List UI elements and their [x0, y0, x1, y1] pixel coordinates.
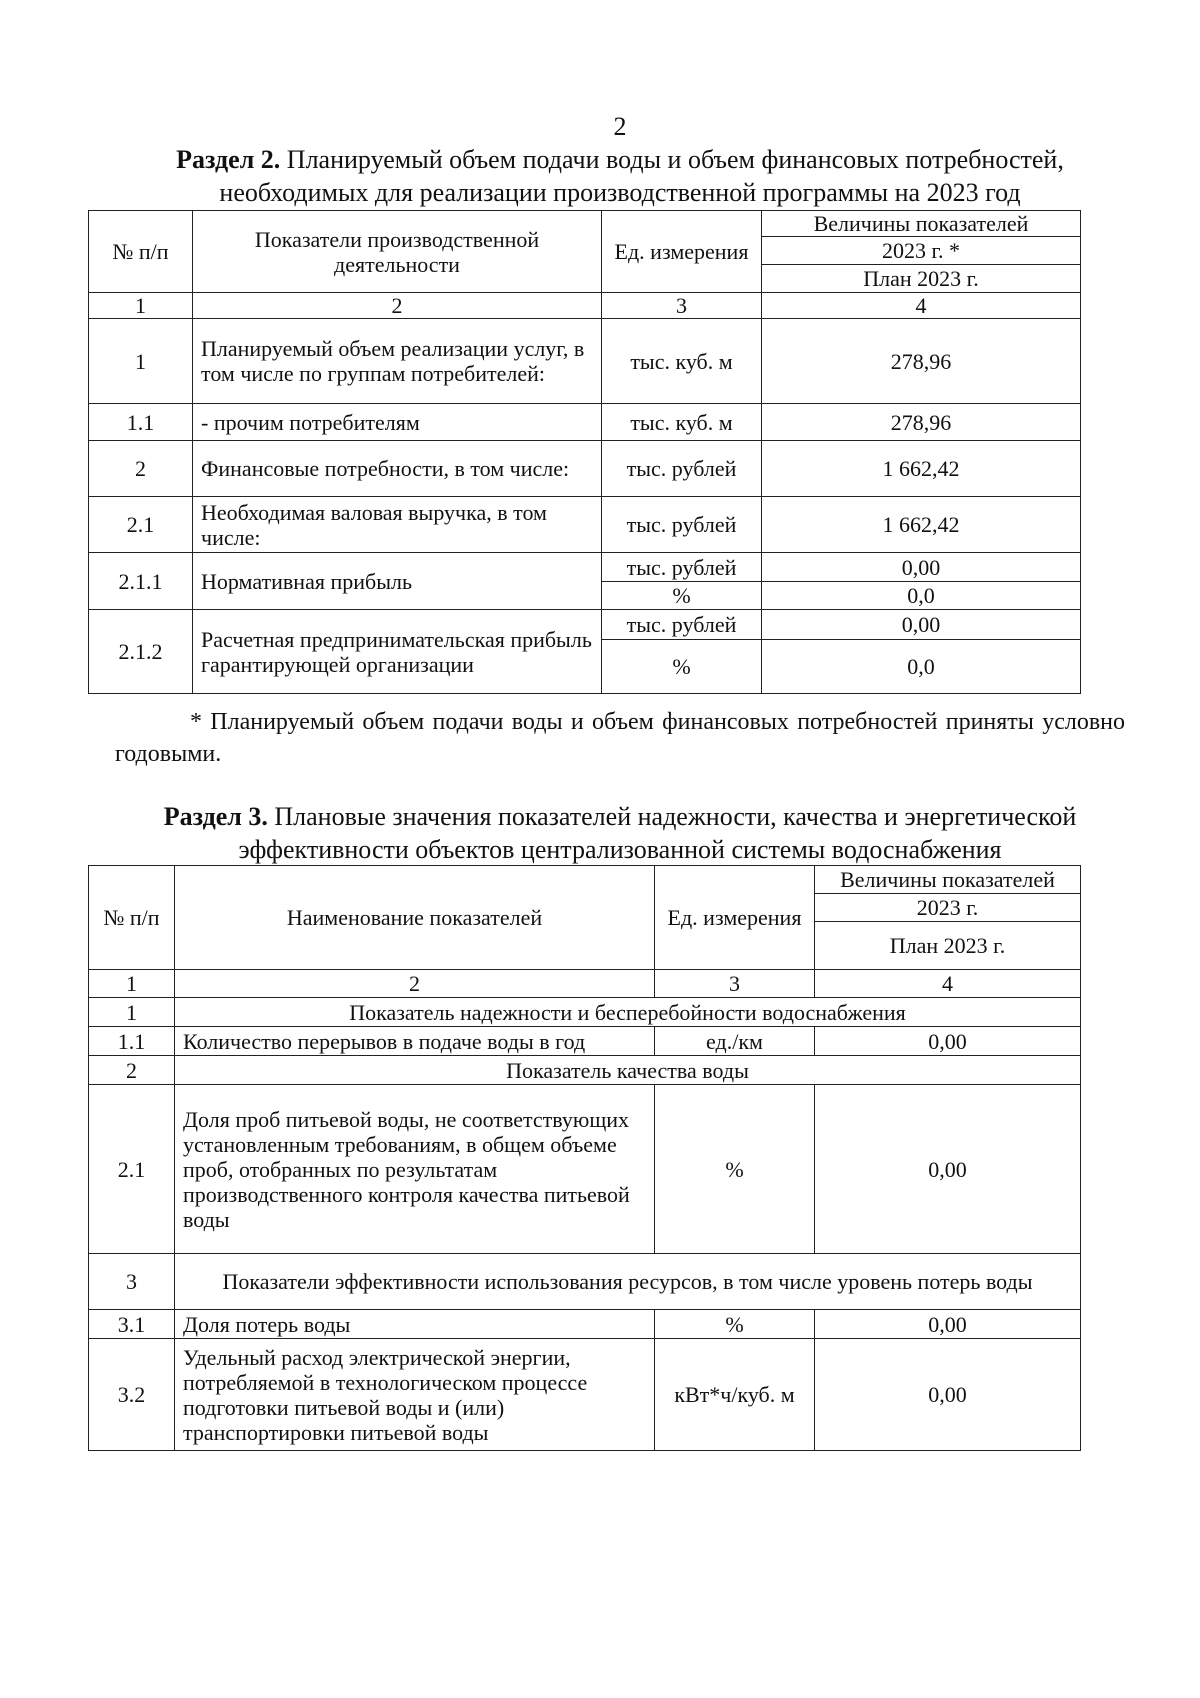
column-number: 4: [815, 970, 1081, 998]
header-num: № п/п: [89, 866, 175, 970]
column-number-row: [89, 970, 1081, 998]
column-number: 3: [602, 293, 762, 319]
group-row: [89, 1254, 1081, 1310]
header-indicator: Показатели производственной деятельности: [193, 211, 602, 293]
header-unit: Ед. измерения: [655, 866, 815, 970]
row-name: - прочим потребителям: [193, 404, 602, 441]
group-row: [89, 1056, 1081, 1085]
header-values: Величины показателей: [762, 211, 1081, 237]
row-unit: тыс. рублей: [602, 553, 762, 582]
header-indicator: Наименование показателей: [175, 866, 655, 970]
row-num: 1: [89, 319, 193, 404]
header-values: Величины показателей: [815, 866, 1081, 894]
group-num: 3: [89, 1254, 175, 1310]
group-title: Показатель качества воды: [175, 1056, 1081, 1085]
group-row: [89, 998, 1081, 1027]
row-value: 0,00: [815, 1085, 1081, 1254]
header-num: № п/п: [89, 211, 193, 293]
row-name: Количество перерывов в подаче воды в год: [175, 1027, 655, 1056]
row-num: 2.1: [89, 497, 193, 553]
header-year: 2023 г. *: [762, 237, 1081, 265]
column-number: 3: [655, 970, 815, 998]
row-value: 278,96: [762, 319, 1081, 404]
section-3-title-bold: Раздел 3.: [163, 802, 268, 831]
header-year: 2023 г.: [815, 894, 1081, 922]
group-title: Показатель надежности и бесперебойности водоснабжения: [175, 998, 1081, 1027]
row-unit: кВт*ч/куб. м: [655, 1339, 815, 1451]
row-num: 2.1: [89, 1085, 175, 1254]
row-name: Нормативная прибыль: [193, 553, 602, 610]
row-name: Доля потерь воды: [175, 1310, 655, 1339]
row-num: 2.1.2: [89, 610, 193, 694]
table-header-row: [89, 211, 1081, 237]
row-value: 1 662,42: [762, 441, 1081, 497]
row-value: 0,0: [762, 582, 1081, 610]
row-name: Удельный расход электрической энергии, потребляемой в технологическом процессе подготовки питьевой воды и (или) транспортировки питьевой воды: [175, 1339, 655, 1451]
section-2-title-text: Планируемый объем подачи воды и объем финансовых потребностей, необходимых для реализации производственной программы на 2023 год: [219, 145, 1064, 207]
table-row: [89, 497, 1081, 553]
group-title: Показатели эффективности использования ресурсов, в том числе уровень потерь воды: [175, 1254, 1081, 1310]
table-row: [89, 1310, 1081, 1339]
row-unit: тыс. рублей: [602, 497, 762, 553]
row-name: Финансовые потребности, в том числе:: [193, 441, 602, 497]
row-unit: тыс. рублей: [602, 441, 762, 497]
row-num: 2: [89, 441, 193, 497]
row-name: Планируемый объем реализации услуг, в том числе по группам потребителей:: [193, 319, 602, 404]
row-value: 278,96: [762, 404, 1081, 441]
row-value: 1 662,42: [762, 497, 1081, 553]
row-unit: %: [655, 1310, 815, 1339]
production-program-table: [88, 210, 1081, 694]
table-row: [89, 441, 1081, 497]
row-unit: %: [602, 582, 762, 610]
page-number: 2: [613, 112, 627, 141]
column-number: 1: [89, 293, 193, 319]
row-unit: тыс. куб. м: [602, 319, 762, 404]
section-2-title: [115, 143, 1125, 209]
table-row: [89, 404, 1081, 441]
section-2-title-bold: Раздел 2.: [176, 145, 281, 174]
indicators-table: [88, 865, 1081, 1451]
table-row: [89, 553, 1081, 582]
table-row: [89, 1027, 1081, 1056]
header-plan: План 2023 г.: [762, 265, 1081, 293]
table-header-row: [89, 866, 1081, 894]
table-row: [89, 610, 1081, 640]
row-num: 1.1: [89, 1027, 175, 1056]
row-value: 0,0: [762, 640, 1081, 694]
row-num: 3.1: [89, 1310, 175, 1339]
table-row: [89, 1085, 1081, 1254]
group-num: 1: [89, 998, 175, 1027]
column-number: 1: [89, 970, 175, 998]
table-row: [89, 1339, 1081, 1451]
row-name: Доля проб питьевой воды, не соответствующих установленным требованиям, в общем объеме проб, отобранных по результатам производственного контроля качества питьевой воды: [175, 1085, 655, 1254]
column-number: 2: [175, 970, 655, 998]
row-unit: %: [602, 640, 762, 694]
row-unit: тыс. рублей: [602, 610, 762, 640]
row-value: 0,00: [815, 1339, 1081, 1451]
section-3-title: [110, 800, 1130, 866]
row-unit: %: [655, 1085, 815, 1254]
row-num: 2.1.1: [89, 553, 193, 610]
row-value: 0,00: [762, 553, 1081, 582]
row-num: 1.1: [89, 404, 193, 441]
row-name: Необходимая валовая выручка, в том числе:: [193, 497, 602, 553]
column-number-row: [89, 293, 1081, 319]
row-unit: ед./км: [655, 1027, 815, 1056]
row-value: 0,00: [815, 1027, 1081, 1056]
header-unit: Ед. измерения: [602, 211, 762, 293]
section-3-title-text: Плановые значения показателей надежности, качества и энергетической эффективности объектов централизованной системы водоснабжения: [238, 802, 1077, 864]
column-number: 2: [193, 293, 602, 319]
row-name: Расчетная предпринимательская прибыль гарантирующей организации: [193, 610, 602, 694]
row-num: 3.2: [89, 1339, 175, 1451]
footnote: * Планируемый объем подачи воды и объем финансовых потребностей приняты условно годовыми.: [115, 709, 1125, 767]
header-plan: План 2023 г.: [815, 922, 1081, 970]
row-unit: тыс. куб. м: [602, 404, 762, 441]
row-value: 0,00: [762, 610, 1081, 640]
row-value: 0,00: [815, 1310, 1081, 1339]
table-row: [89, 319, 1081, 404]
column-number: 4: [762, 293, 1081, 319]
group-num: 2: [89, 1056, 175, 1085]
